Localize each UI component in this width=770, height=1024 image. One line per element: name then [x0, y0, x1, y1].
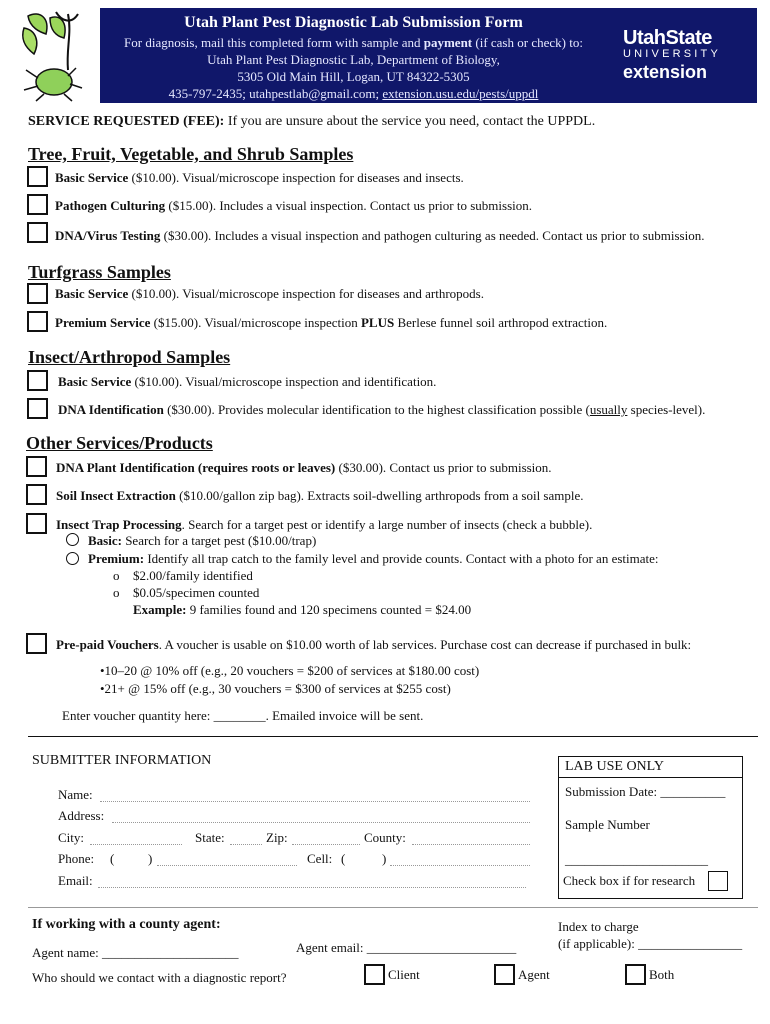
insect-dna-label: DNA Identification ($30.00). Provides molecular identification to the highest classification possible (usually species-level). [58, 402, 706, 417]
cell-label: Cell: [307, 851, 333, 866]
contact-line: 435-797-2435; utahpestlab@gmail.com; extension.usu.edu/pests/uppdl [168, 86, 539, 101]
trap-price-specimen: $0.05/specimen counted [133, 585, 260, 600]
voucher-tier-1: •10–20 @ 10% off (e.g., 20 vouchers = $200 of services at $180.00 cost) [100, 663, 480, 678]
header-banner [10, 8, 757, 103]
insect-basic-checkbox[interactable] [27, 370, 48, 391]
city-label: City: [58, 830, 85, 845]
bullet-marker-2: o [113, 585, 120, 600]
name-field[interactable] [100, 801, 530, 802]
turf-premium-checkbox[interactable] [27, 311, 48, 332]
trap-premium-label: Premium: Identify all trap catch to the family level and provide counts. Contact with a photo for an estimate: [88, 551, 659, 566]
tree-culturing-checkbox[interactable] [27, 194, 48, 215]
email-field[interactable] [98, 887, 526, 888]
lab-use-divider [558, 777, 743, 778]
voucher-label: Pre-paid Vouchers. A voucher is usable on $10.00 worth of lab services. Purchase cost can decrease if purchased in bulk: [56, 637, 692, 652]
other-dna-plant-checkbox[interactable] [26, 456, 47, 477]
section-divider [28, 736, 758, 737]
other-section-heading: Other Services/Products [26, 433, 213, 453]
lab-address-line2: 5305 Old Main Hill, Logan, UT 84322-5305 [237, 69, 470, 84]
state-field[interactable] [230, 844, 262, 845]
trap-price-family: $2.00/family identified [133, 568, 253, 583]
voucher-tier-2: •21+ @ 15% off (e.g., 30 vouchers = $300 of services at $255 cost) [100, 681, 451, 696]
tree-section-heading: Tree, Fruit, Vegetable, and Shrub Samples [28, 144, 354, 164]
cell-field[interactable] [390, 865, 530, 866]
insect-basic-label: Basic Service ($10.00). Visual/microscope inspection and identification. [58, 374, 437, 389]
service-requested-note: SERVICE REQUESTED (FEE): If you are unsure about the service you need, contact the UPPDL. [28, 114, 596, 129]
other-soil-checkbox[interactable] [26, 484, 47, 505]
other-dna-plant-label: DNA Plant Identification (requires roots or leaves) ($30.00). Contact us prior to submission. [56, 460, 552, 475]
other-soil-label: Soil Insect Extraction ($10.00/gallon zip bag). Extracts soil-dwelling arthropods from a soil sample. [56, 488, 584, 503]
tree-basic-label: Basic Service ($10.00). Visual/microscope inspection for diseases and insects. [55, 170, 464, 185]
research-checkbox[interactable] [708, 871, 728, 891]
email-label: Email: [58, 873, 93, 888]
county-field[interactable] [412, 844, 530, 845]
lab-address-line1: Utah Plant Pest Diagnostic Lab, Department of Biology, [207, 52, 500, 67]
turf-premium-label: Premium Service ($15.00). Visual/microscope inspection PLUS Berlese funnel soil arthropod extraction. [55, 315, 608, 330]
usu-extension-logo: UtahState UNIVERSITY extension [623, 27, 722, 82]
sample-number-field[interactable]: ______________________ [565, 852, 708, 867]
trap-basic-label: Basic: Search for a target pest ($10.00/trap) [88, 533, 317, 548]
county-agent-heading: If working with a county agent: [32, 917, 221, 932]
trap-example: Example: 9 families found and 120 specimens counted = $24.00 [133, 602, 472, 617]
tree-culturing-label: Pathogen Culturing ($15.00). Includes a visual inspection. Contact us prior to submission. [55, 198, 532, 213]
name-label: Name: [58, 787, 93, 802]
contact-agent-checkbox[interactable] [494, 964, 515, 985]
index-field[interactable]: (if applicable): ________________ [558, 936, 743, 951]
turf-basic-checkbox[interactable] [27, 283, 48, 304]
phone-field[interactable] [157, 865, 297, 866]
contact-question: Who should we contact with a diagnostic report? [32, 970, 287, 985]
insect-section-heading: Insect/Arthropod Samples [28, 347, 231, 367]
insect-dna-checkbox[interactable] [27, 398, 48, 419]
phone-label: Phone: [58, 851, 95, 866]
turf-section-heading: Turfgrass Samples [28, 262, 171, 282]
address-field[interactable] [112, 822, 530, 823]
voucher-quantity-field[interactable]: Enter voucher quantity here: ________. Emailed invoice will be sent. [62, 708, 424, 723]
voucher-checkbox[interactable] [26, 633, 47, 654]
city-field[interactable] [90, 844, 182, 845]
agent-divider [28, 907, 758, 908]
trap-premium-radio[interactable] [66, 552, 79, 565]
contact-both-checkbox[interactable] [625, 964, 646, 985]
tree-dna-label: DNA/Virus Testing ($30.00). Includes a visual inspection and pathogen culturing as needed. Contact us prior to submission. [55, 228, 705, 243]
mail-instructions: For diagnosis, mail this completed form with sample and payment (if cash or check) to: [124, 35, 583, 50]
form-title: Utah Plant Pest Diagnostic Lab Submission Form [184, 14, 523, 31]
sample-number-label: Sample Number [565, 817, 650, 832]
contact-agent-label: Agent [518, 967, 550, 982]
tree-dna-checkbox[interactable] [27, 222, 48, 243]
state-label: State: [195, 830, 225, 845]
phone-area-open: ( [110, 851, 115, 866]
bullet-marker-1: o [113, 568, 120, 583]
contact-both-label: Both [649, 967, 675, 982]
cell-area-close: ) [382, 851, 387, 866]
submitter-heading: SUBMITTER INFORMATION [32, 753, 212, 768]
phone-area-close: ) [148, 851, 153, 866]
other-trap-label: Insect Trap Processing. Search for a target pest or identify a large number of insects (check a bubble). [56, 517, 593, 532]
zip-field[interactable] [292, 844, 360, 845]
website-link[interactable]: extension.usu.edu/pests/uppdl [382, 86, 539, 101]
uppdl-logo [10, 8, 100, 103]
contact-client-label: Client [388, 967, 420, 982]
cell-area-open: ( [341, 851, 346, 866]
address-label: Address: [58, 808, 105, 823]
tree-basic-checkbox[interactable] [27, 166, 48, 187]
insect-leaf-logo-icon [10, 8, 100, 103]
trap-basic-radio[interactable] [66, 533, 79, 546]
contact-client-checkbox[interactable] [364, 964, 385, 985]
county-label: County: [364, 830, 406, 845]
other-trap-checkbox[interactable] [26, 513, 47, 534]
agent-name-field[interactable]: Agent name: _____________________ [32, 945, 239, 960]
lab-use-heading: LAB USE ONLY [565, 759, 664, 774]
zip-label: Zip: [266, 830, 288, 845]
turf-basic-label: Basic Service ($10.00). Visual/microscope inspection for diseases and arthropods. [55, 286, 484, 301]
research-label: Check box if for research [563, 873, 696, 888]
submission-date-field[interactable]: Submission Date: __________ [565, 784, 726, 799]
index-label: Index to charge [558, 919, 639, 934]
agent-email-field[interactable]: Agent email: _______________________ [296, 940, 517, 955]
